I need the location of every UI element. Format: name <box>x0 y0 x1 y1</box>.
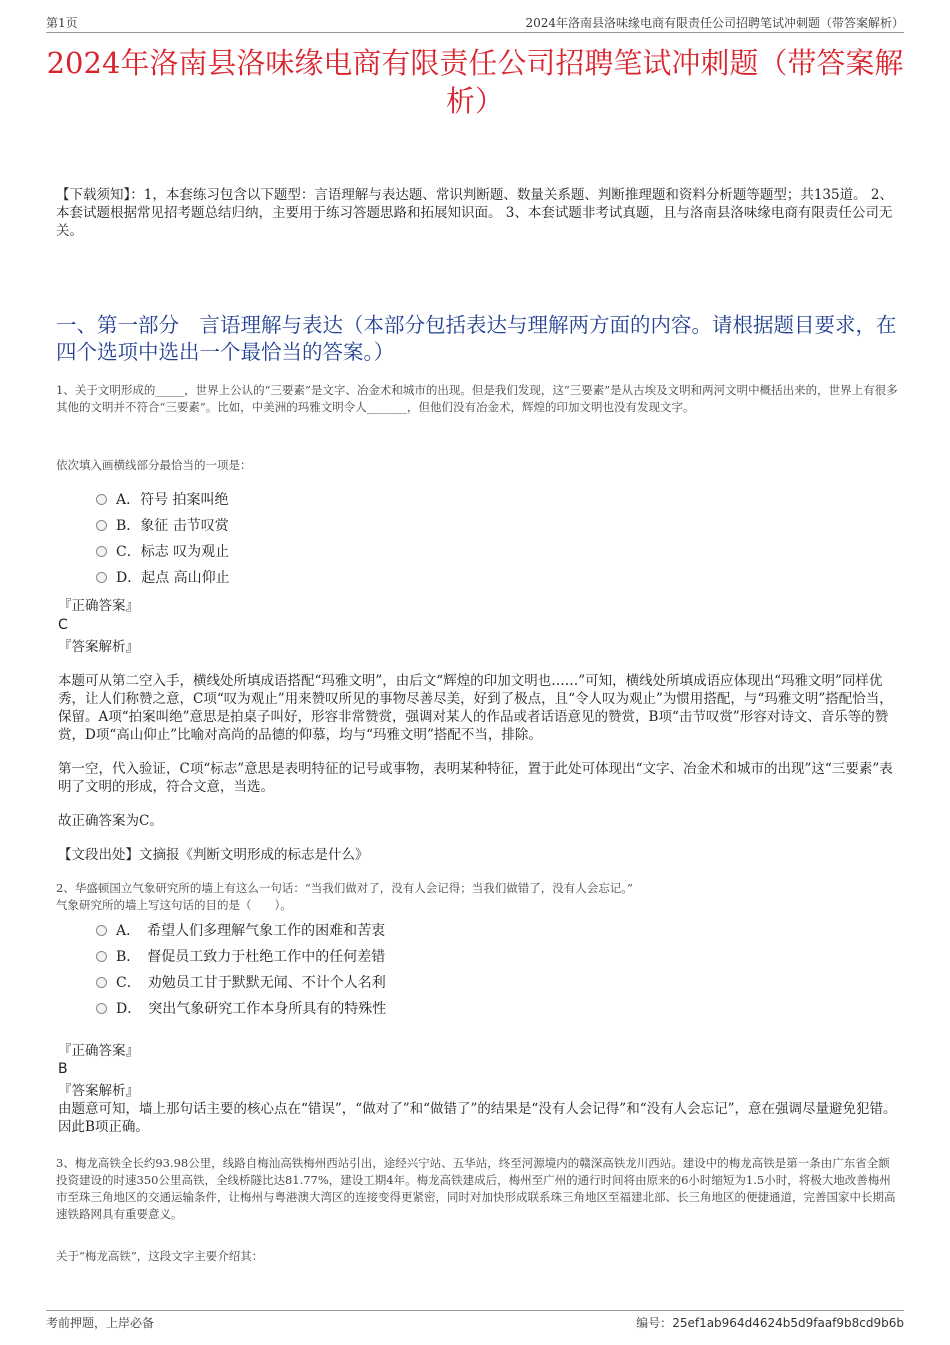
radio-icon[interactable] <box>96 1003 107 1014</box>
document-title: 2024年洛南县洛味缘电商有限责任公司招聘笔试冲刺题（带答案解析） <box>46 46 904 118</box>
q1-answer: C <box>58 617 68 633</box>
header-doc-title: 2024年洛南县洛味缘电商有限责任公司招聘笔试冲刺题（带答案解析） <box>525 16 904 30</box>
q1-options <box>96 487 230 591</box>
q2-analysis: 由题意可知，墙上那句话主要的核心点在“错误”，“做对了”和“做错了”的结果是“没有人会记得”和“没有人会忘记”，意在强调尽量避免犯错。因此B项正确。 <box>58 1101 897 1135</box>
page-footer <box>46 1310 904 1331</box>
q1-prompt: 依次填入画横线部分最恰当的一项是： <box>56 458 252 472</box>
q2-option-a[interactable]: A． 希望人们多理解气象工作的困难和苦衷 <box>96 918 386 944</box>
q1-option-a[interactable]: A．符号 拍案叫绝 <box>96 487 230 513</box>
q1-option-b[interactable]: B．象征 击节叹赏 <box>96 513 230 539</box>
footer-slogan: 考前押题，上岸必备 <box>46 1316 155 1330</box>
page-header <box>46 14 904 33</box>
q1-analysis-2: 第一空，代入验证，C项“标志”意思是表明特征的记号或事物，表明某种特征，置于此处可体现出“文字、冶金术和城市的出现”这“三要素”表明了文明的形成，符合文意，当选。 <box>58 761 893 795</box>
q2-option-c[interactable]: C． 劝勉员工甘于默默无闻、不计个人名利 <box>96 970 386 996</box>
q2-analysis-label: 『答案解析』 <box>58 1083 139 1099</box>
radio-icon[interactable] <box>96 951 107 962</box>
download-notice: 【下载须知】：1，本套练习包含以下题型：言语理解与表达题、常识判断题、数量关系题、判断推理题和资料分析题等题型；共135道。 2、本套试题根据常见招考题总结归纳，主要用于练习答题思路和拓展知识面。 3、本套试题非考试真题，且与洛南县洛味缘电商有限责任公司无关。 <box>56 187 893 239</box>
radio-icon[interactable] <box>96 977 107 988</box>
q2-option-d[interactable]: D． 突出气象研究工作本身所具有的特殊性 <box>96 996 386 1022</box>
radio-icon[interactable] <box>96 925 107 936</box>
q1-stem: 1、关于文明形成的_____，世界上公认的“三要素”是文字、冶金术和城市的出现。但是我们发现，这“三要素”是从古埃及文明和两河文明中概括出来的，世界上有很多其他的文明并不符合“三要素”。比如，中美洲的玛雅文明令人_______，但他们没有冶金术，辉煌的印加文明也没有发现文字。 <box>56 383 898 414</box>
radio-icon[interactable] <box>96 572 107 583</box>
page-number: 第1页 <box>46 16 78 30</box>
q1-analysis-3: 故正确答案为C。 <box>58 813 163 829</box>
q3-prompt: 关于“梅龙高铁”，这段文字主要介绍其： <box>56 1249 264 1263</box>
q1-analysis-label: 『答案解析』 <box>58 639 139 655</box>
radio-icon[interactable] <box>96 520 107 531</box>
q2-options <box>96 918 386 1022</box>
q2-option-b[interactable]: B． 督促员工致力于杜绝工作中的任何差错 <box>96 944 386 970</box>
q2-answer-label: 『正确答案』 <box>58 1043 139 1059</box>
q3-stem: 3、梅龙高铁全长约93.98公里，线路自梅汕高铁梅州西站引出，途经兴宁站、五华站，终至河源境内的赣深高铁龙川西站。建设中的梅龙高铁是第一条由广东省全额投资建设的时速350公里高铁，全线桥隧比达81.77%，建设工期4年。梅龙高铁建成后，梅州至广州的通行时间将由原来的6小时缩短为1.5小时，将极大地改善梅州市至珠三角地区的交通运输条件，让梅州与粤港澳大湾区的连接变得更紧密，同时对加快形成联系珠三角地区至福建北部、长三角地区的便捷通道，完善国家中长期高速铁路网具有重要意义。 <box>56 1156 896 1221</box>
section-heading: 一、第一部分 言语理解与表达（本部分包括表达与理解两方面的内容。请根据题目要求，在四个选项中选出一个最恰当的答案。） <box>56 313 897 364</box>
q1-source: 【文段出处】文摘报《判断文明形成的标志是什么》 <box>58 847 369 863</box>
footer-code: 编号：25ef1ab964d4624b5d9faaf9b8cd9b6b <box>636 1316 904 1330</box>
q1-option-c[interactable]: C．标志 叹为观止 <box>96 539 230 565</box>
q1-answer-label: 『正确答案』 <box>58 598 139 614</box>
radio-icon[interactable] <box>96 546 107 557</box>
q2-answer: B <box>58 1061 68 1077</box>
q1-option-d[interactable]: D．起点 高山仰止 <box>96 565 230 591</box>
q1-analysis-1: 本题可从第二空入手，横线处所填成语搭配“玛雅文明”，由后文“辉煌的印加文明也……”可知，横线处所填成语应体现出“玛雅文明”同样优秀，让人们称赞之意，C项“叹为观止”用来赞叹所见的事物尽善尽美，好到了极点，且“令人叹为观止”为惯用搭配，与“玛雅文明”搭配恰当，保留。A项“拍案叫绝”意思是拍桌子叫好，形容非常赞赏，强调对某人的作品或者话语意见的赞赏，B项“击节叹赏”形容对诗文、音乐等的赞赏，D项“高山仰止”比喻对高尚的品德的仰慕，均与“玛雅文明”搭配不当，排除。 <box>58 673 893 743</box>
q2-stem: 2、华盛顿国立气象研究所的墙上有这么一句话：“当我们做对了，没有人会记得；当我们做错了，没有人会忘记。” 气象研究所的墙上写这句话的目的是（ ）。 <box>56 881 633 912</box>
radio-icon[interactable] <box>96 494 107 505</box>
